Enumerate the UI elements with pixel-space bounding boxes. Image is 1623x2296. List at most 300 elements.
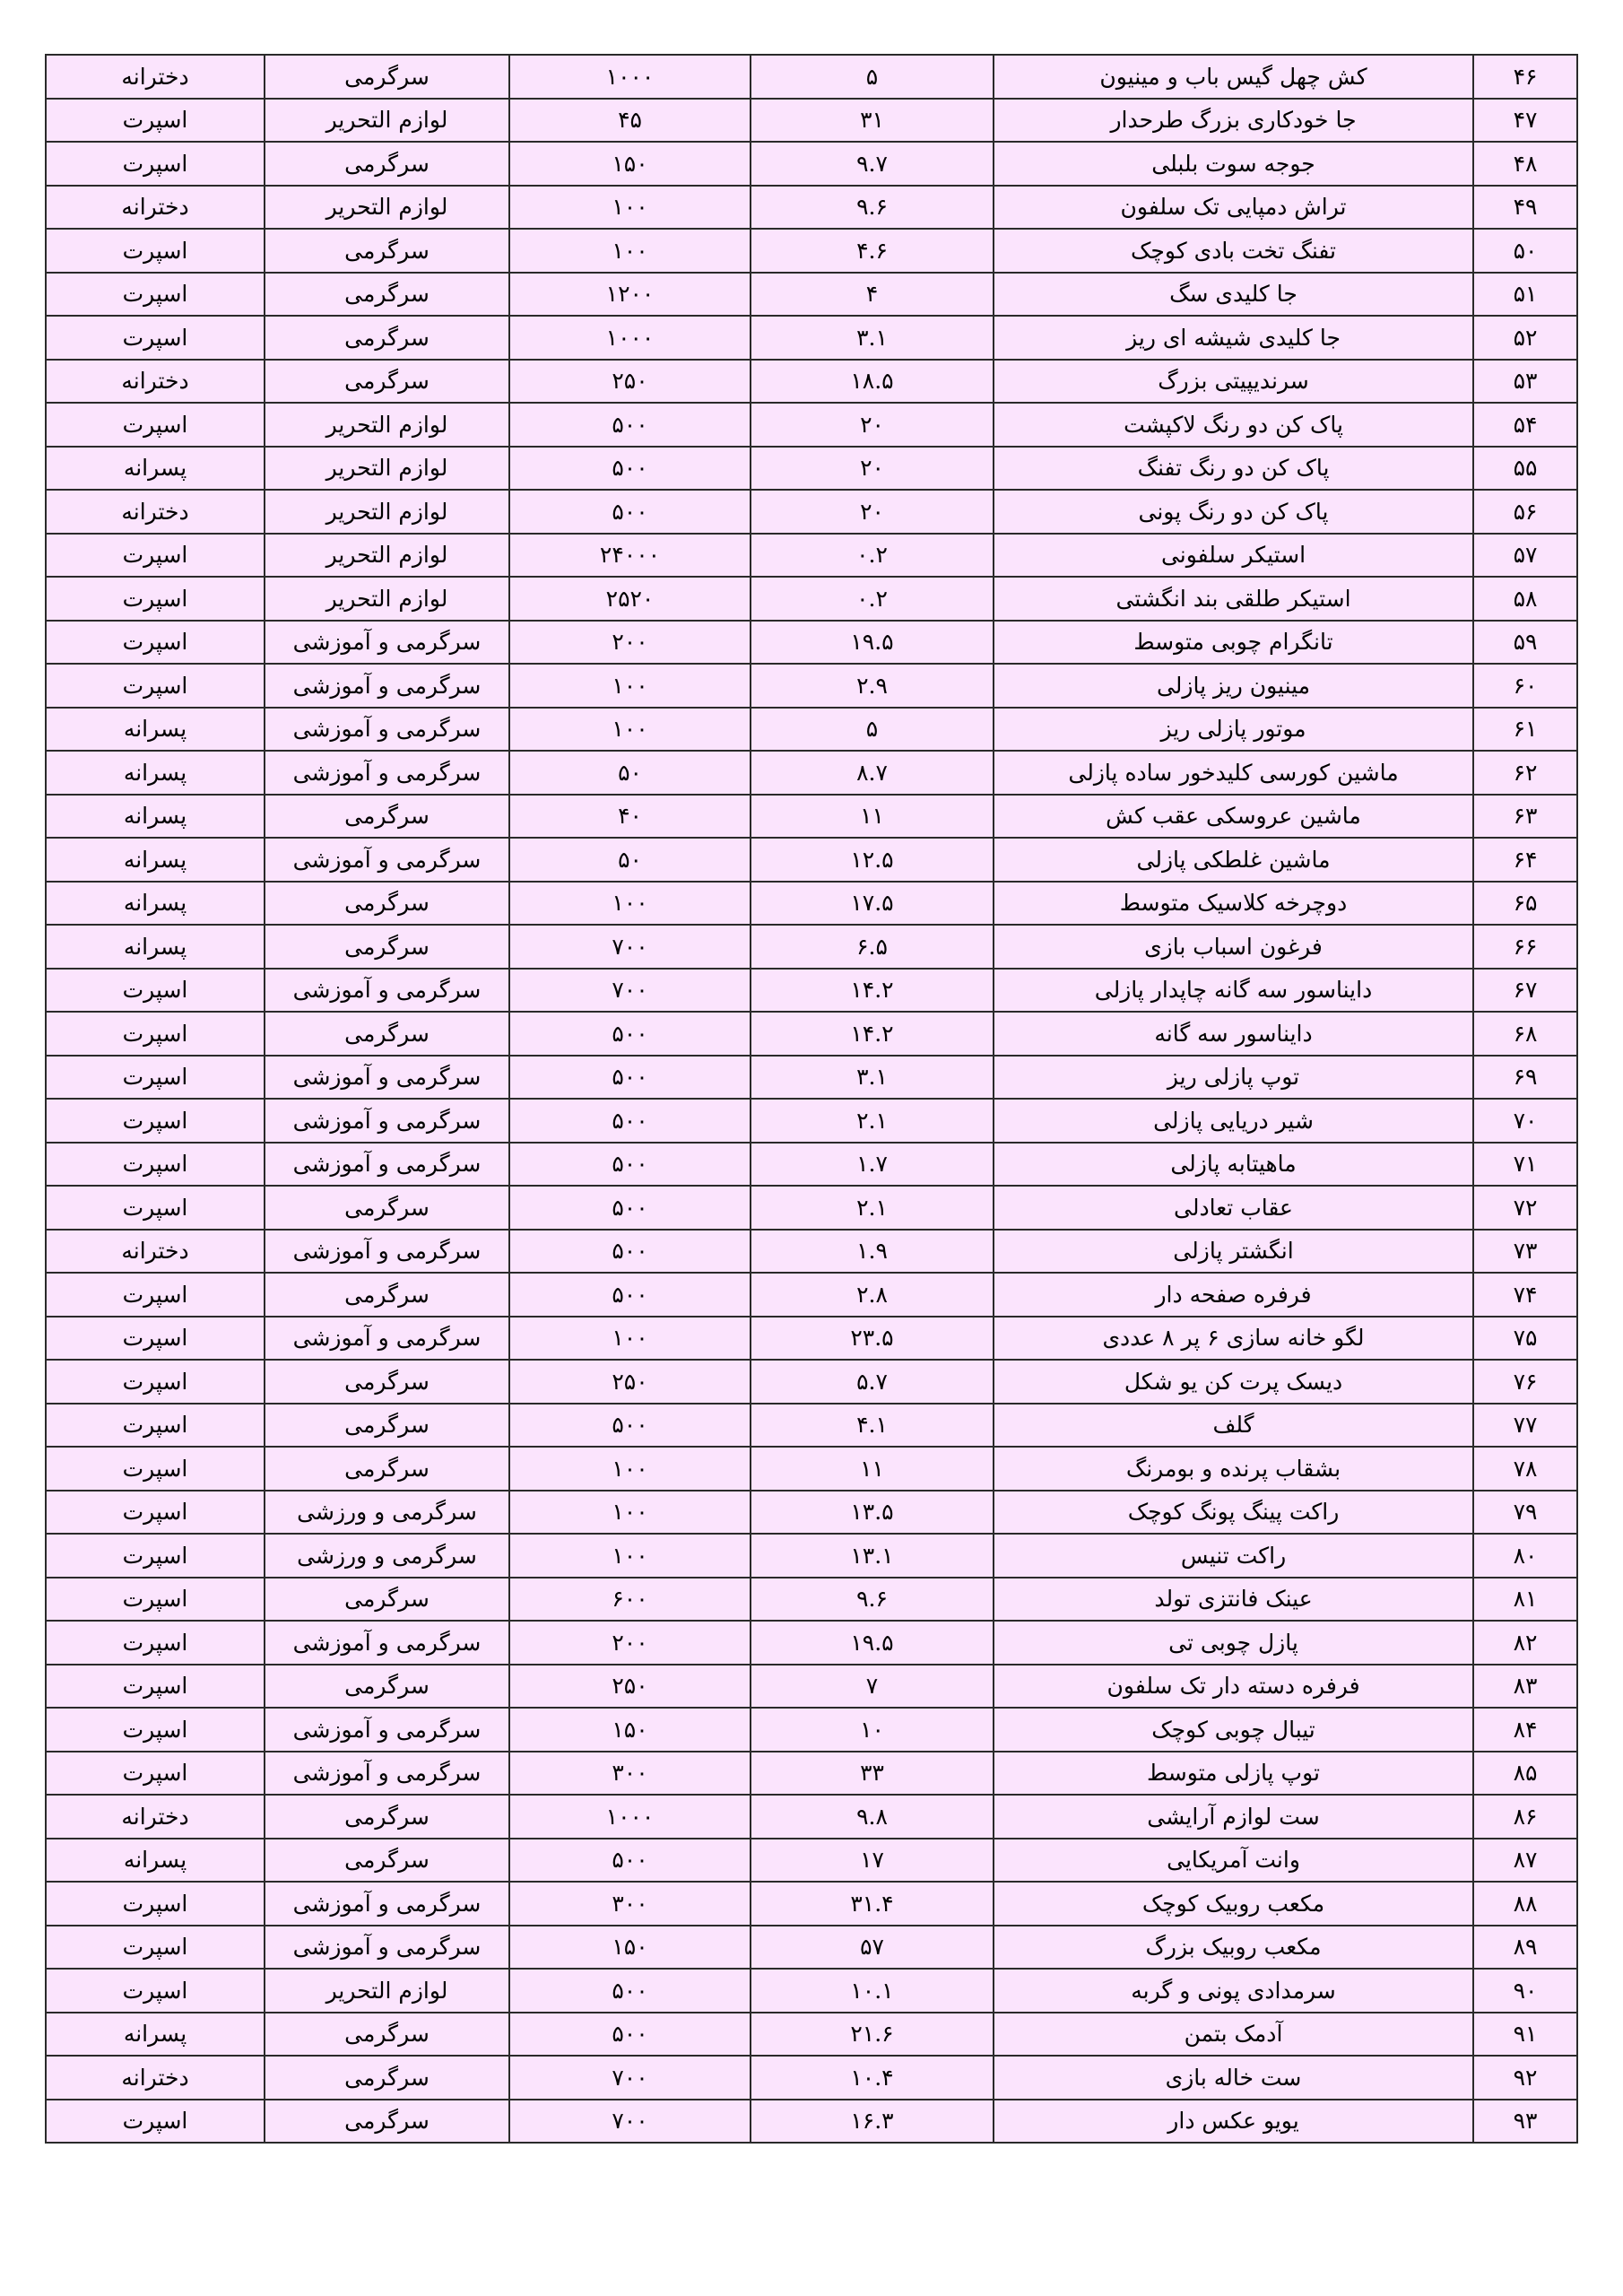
product-name-cell: انگشتر پازلی	[994, 1230, 1473, 1274]
audience-cell: اسپرت	[46, 403, 265, 447]
row-number-cell: ۷۱	[1473, 1143, 1577, 1187]
price-cell: ۱۰۰	[509, 708, 751, 752]
table-row	[46, 1404, 1577, 1448]
table-row	[46, 1230, 1577, 1274]
row-number-cell: ۸۹	[1473, 1926, 1577, 1970]
audience-cell: اسپرت	[46, 534, 265, 578]
audience-cell: پسرانه	[46, 708, 265, 752]
row-number-cell: ۵۰	[1473, 229, 1577, 273]
quantity-cell: ۴.۶	[751, 229, 994, 273]
audience-cell: اسپرت	[46, 1708, 265, 1752]
product-name-cell: راکت تنیس	[994, 1534, 1473, 1578]
row-number-cell: ۴۸	[1473, 142, 1577, 186]
table-row	[46, 55, 1577, 99]
audience-cell: پسرانه	[46, 882, 265, 926]
price-cell: ۲۰۰	[509, 1621, 751, 1665]
audience-cell: اسپرت	[46, 1447, 265, 1491]
product-name-cell: ماهیتابه پازلی	[994, 1143, 1473, 1187]
product-name-cell: تیبال چوبی کوچک	[994, 1708, 1473, 1752]
table-row	[46, 447, 1577, 491]
price-cell: ۵۰۰	[509, 1969, 751, 2013]
price-cell: ۲۴۰۰۰	[509, 534, 751, 578]
price-cell: ۲۰۰	[509, 621, 751, 665]
quantity-cell: ۲.۸	[751, 1273, 994, 1317]
category-cell: سرگرمی	[265, 1404, 509, 1448]
audience-cell: پسرانه	[46, 751, 265, 795]
product-name-cell: عینک فانتزی تولد	[994, 1578, 1473, 1622]
category-cell: لوازم التحریر	[265, 447, 509, 491]
audience-cell: اسپرت	[46, 2100, 265, 2144]
category-cell: سرگرمی و آموزشی	[265, 1143, 509, 1187]
table-row	[46, 664, 1577, 708]
price-cell: ۵۰۰	[509, 403, 751, 447]
product-name-cell: پاک کن دو رنگ تفنگ	[994, 447, 1473, 491]
audience-cell: اسپرت	[46, 1056, 265, 1100]
quantity-cell: ۹.۸	[751, 1795, 994, 1839]
price-cell: ۲۵۰	[509, 1360, 751, 1404]
product-name-cell: ست لوازم آرایشی	[994, 1795, 1473, 1839]
quantity-cell: ۹.۶	[751, 1578, 994, 1622]
table-row	[46, 969, 1577, 1013]
table-row	[46, 882, 1577, 926]
price-cell: ۵۰۰	[509, 1186, 751, 1230]
price-cell: ۱۰۰	[509, 1491, 751, 1535]
quantity-cell: ۱۴.۲	[751, 969, 994, 1013]
row-number-cell: ۵۹	[1473, 621, 1577, 665]
price-cell: ۱۰۰۰	[509, 55, 751, 99]
quantity-cell: ۴	[751, 273, 994, 317]
product-name-cell: پاک کن دو رنگ پونی	[994, 490, 1473, 534]
quantity-cell: ۱۳.۱	[751, 1534, 994, 1578]
product-name-cell: تفنگ تخت بادی کوچک	[994, 229, 1473, 273]
table-row	[46, 2013, 1577, 2057]
product-name-cell: یویو عکس دار	[994, 2100, 1473, 2144]
table-row	[46, 1186, 1577, 1230]
price-cell: ۷۰۰	[509, 969, 751, 1013]
category-cell: سرگرمی و آموزشی	[265, 1317, 509, 1361]
row-number-cell: ۴۷	[1473, 99, 1577, 143]
quantity-cell: ۱.۹	[751, 1230, 994, 1274]
audience-cell: پسرانه	[46, 925, 265, 969]
audience-cell: اسپرت	[46, 1534, 265, 1578]
audience-cell: اسپرت	[46, 1317, 265, 1361]
quantity-cell: ۳۳	[751, 1752, 994, 1796]
row-number-cell: ۷۴	[1473, 1273, 1577, 1317]
price-cell: ۵۰۰	[509, 447, 751, 491]
row-number-cell: ۶۹	[1473, 1056, 1577, 1100]
price-cell: ۱۰۰	[509, 882, 751, 926]
price-cell: ۷۰۰	[509, 2056, 751, 2100]
table-row	[46, 1752, 1577, 1796]
category-cell: سرگرمی	[265, 273, 509, 317]
row-number-cell: ۷۵	[1473, 1317, 1577, 1361]
quantity-cell: ۳۱	[751, 99, 994, 143]
product-name-cell: استیکر سلفونی	[994, 534, 1473, 578]
category-cell: سرگرمی و آموزشی	[265, 1752, 509, 1796]
row-number-cell: ۶۷	[1473, 969, 1577, 1013]
table-row	[46, 360, 1577, 404]
table-row	[46, 1665, 1577, 1709]
table-row	[46, 1491, 1577, 1535]
table-row	[46, 838, 1577, 882]
audience-cell: اسپرت	[46, 1621, 265, 1665]
row-number-cell: ۷۸	[1473, 1447, 1577, 1491]
row-number-cell: ۹۰	[1473, 1969, 1577, 2013]
row-number-cell: ۷۹	[1473, 1491, 1577, 1535]
table-row	[46, 1273, 1577, 1317]
audience-cell: اسپرت	[46, 621, 265, 665]
price-cell: ۲۵۰	[509, 360, 751, 404]
row-number-cell: ۷۲	[1473, 1186, 1577, 1230]
audience-cell: اسپرت	[46, 1273, 265, 1317]
category-cell: لوازم التحریر	[265, 490, 509, 534]
quantity-cell: ۱۰.۱	[751, 1969, 994, 2013]
row-number-cell: ۵۴	[1473, 403, 1577, 447]
row-number-cell: ۸۰	[1473, 1534, 1577, 1578]
category-cell: سرگرمی	[265, 1360, 509, 1404]
price-cell: ۴۰	[509, 795, 751, 839]
product-name-cell: ست خاله بازی	[994, 2056, 1473, 2100]
row-number-cell: ۶۴	[1473, 838, 1577, 882]
category-cell: سرگرمی و آموزشی	[265, 708, 509, 752]
audience-cell: اسپرت	[46, 1882, 265, 1926]
row-number-cell: ۵۲	[1473, 316, 1577, 360]
table-row	[46, 1012, 1577, 1056]
product-name-cell: مینیون ریز پازلی	[994, 664, 1473, 708]
category-cell: سرگرمی	[265, 1839, 509, 1883]
product-name-cell: ماشین عروسکی عقب کش	[994, 795, 1473, 839]
product-name-cell: سرندیپیتی بزرگ	[994, 360, 1473, 404]
category-cell: سرگرمی و آموزشی	[265, 1099, 509, 1143]
quantity-cell: ۲۰	[751, 447, 994, 491]
category-cell: سرگرمی	[265, 2013, 509, 2057]
price-cell: ۵۰۰	[509, 1012, 751, 1056]
quantity-cell: ۷	[751, 1665, 994, 1709]
product-name-cell: گلف	[994, 1404, 1473, 1448]
quantity-cell: ۳.۱	[751, 1056, 994, 1100]
product-name-cell: توپ پازلی ریز	[994, 1056, 1473, 1100]
audience-cell: اسپرت	[46, 1012, 265, 1056]
category-cell: سرگرمی	[265, 142, 509, 186]
category-cell: سرگرمی و آموزشی	[265, 1621, 509, 1665]
quantity-cell: ۲.۱	[751, 1186, 994, 1230]
audience-cell: دخترانه	[46, 490, 265, 534]
product-name-cell: فرفره صفحه دار	[994, 1273, 1473, 1317]
quantity-cell: ۵	[751, 55, 994, 99]
audience-cell: اسپرت	[46, 99, 265, 143]
row-number-cell: ۹۳	[1473, 2100, 1577, 2144]
category-cell: سرگرمی و آموزشی	[265, 751, 509, 795]
product-name-cell: توپ پازلی متوسط	[994, 1752, 1473, 1796]
quantity-cell: ۲.۱	[751, 1099, 994, 1143]
product-name-cell: پازل چوبی تی	[994, 1621, 1473, 1665]
price-cell: ۶۰۰	[509, 1578, 751, 1622]
audience-cell: اسپرت	[46, 1099, 265, 1143]
category-cell: سرگرمی	[265, 316, 509, 360]
category-cell: لوازم التحریر	[265, 577, 509, 621]
row-number-cell: ۵۱	[1473, 273, 1577, 317]
row-number-cell: ۶۳	[1473, 795, 1577, 839]
product-name-cell: بشقاب پرنده و بومرنگ	[994, 1447, 1473, 1491]
table-row	[46, 1578, 1577, 1622]
quantity-cell: ۲۳.۵	[751, 1317, 994, 1361]
audience-cell: اسپرت	[46, 229, 265, 273]
quantity-cell: ۱۶.۳	[751, 2100, 994, 2144]
price-cell: ۱۰۰	[509, 1447, 751, 1491]
row-number-cell: ۶۵	[1473, 882, 1577, 926]
category-cell: لوازم التحریر	[265, 99, 509, 143]
category-cell: سرگرمی	[265, 1186, 509, 1230]
table-row	[46, 1056, 1577, 1100]
quantity-cell: ۹.۷	[751, 142, 994, 186]
table-row	[46, 1926, 1577, 1970]
quantity-cell: ۲۰	[751, 490, 994, 534]
quantity-cell: ۱۰.۴	[751, 2056, 994, 2100]
category-cell: سرگرمی	[265, 882, 509, 926]
category-cell: سرگرمی	[265, 360, 509, 404]
product-name-cell: جوجه سوت بلبلی	[994, 142, 1473, 186]
audience-cell: اسپرت	[46, 142, 265, 186]
table-row	[46, 534, 1577, 578]
audience-cell: پسرانه	[46, 1839, 265, 1883]
quantity-cell: ۹.۶	[751, 186, 994, 230]
category-cell: سرگرمی	[265, 795, 509, 839]
table-row	[46, 403, 1577, 447]
product-name-cell: راکت پینگ پونگ کوچک	[994, 1491, 1473, 1535]
quantity-cell: ۳۱.۴	[751, 1882, 994, 1926]
product-table-body	[46, 55, 1577, 2143]
product-name-cell: وانت آمریکایی	[994, 1839, 1473, 1883]
price-cell: ۵۰	[509, 838, 751, 882]
table-row	[46, 186, 1577, 230]
quantity-cell: ۵	[751, 708, 994, 752]
quantity-cell: ۶.۵	[751, 925, 994, 969]
audience-cell: پسرانه	[46, 447, 265, 491]
category-cell: سرگرمی	[265, 1447, 509, 1491]
row-number-cell: ۷۶	[1473, 1360, 1577, 1404]
price-cell: ۱۰۰	[509, 1317, 751, 1361]
price-cell: ۵۰۰	[509, 1143, 751, 1187]
category-cell: سرگرمی	[265, 229, 509, 273]
category-cell: سرگرمی	[265, 1665, 509, 1709]
row-number-cell: ۶۶	[1473, 925, 1577, 969]
audience-cell: اسپرت	[46, 969, 265, 1013]
price-cell: ۱۵۰	[509, 1708, 751, 1752]
audience-cell: اسپرت	[46, 1752, 265, 1796]
price-cell: ۱۵۰	[509, 1926, 751, 1970]
price-cell: ۵۰۰	[509, 1099, 751, 1143]
quantity-cell: ۱۴.۲	[751, 1012, 994, 1056]
row-number-cell: ۸۶	[1473, 1795, 1577, 1839]
audience-cell: اسپرت	[46, 1360, 265, 1404]
quantity-cell: ۱.۷	[751, 1143, 994, 1187]
table-row	[46, 316, 1577, 360]
price-cell: ۵۰	[509, 751, 751, 795]
quantity-cell: ۱۲.۵	[751, 838, 994, 882]
product-name-cell: جا کلیدی شیشه ای ریز	[994, 316, 1473, 360]
category-cell: سرگرمی و آموزشی	[265, 1708, 509, 1752]
table-row	[46, 490, 1577, 534]
row-number-cell: ۸۲	[1473, 1621, 1577, 1665]
category-cell: سرگرمی و ورزشی	[265, 1534, 509, 1578]
row-number-cell: ۸۱	[1473, 1578, 1577, 1622]
quantity-cell: ۱۹.۵	[751, 621, 994, 665]
table-row	[46, 708, 1577, 752]
quantity-cell: ۲۰	[751, 403, 994, 447]
table-row	[46, 577, 1577, 621]
category-cell: لوازم التحریر	[265, 1969, 509, 2013]
product-name-cell: فرفره دسته دار تک سلفون	[994, 1665, 1473, 1709]
category-cell: سرگرمی	[265, 2100, 509, 2144]
table-row	[46, 925, 1577, 969]
audience-cell: پسرانه	[46, 2013, 265, 2057]
quantity-cell: ۵.۷	[751, 1360, 994, 1404]
audience-cell: دخترانه	[46, 186, 265, 230]
product-name-cell: ماشین غلطکی پازلی	[994, 838, 1473, 882]
category-cell: سرگرمی و آموزشی	[265, 1230, 509, 1274]
row-number-cell: ۵۶	[1473, 490, 1577, 534]
price-cell: ۱۰۰	[509, 1534, 751, 1578]
quantity-cell: ۱۰	[751, 1708, 994, 1752]
row-number-cell: ۷۳	[1473, 1230, 1577, 1274]
price-cell: ۵۰۰	[509, 1404, 751, 1448]
product-table	[45, 54, 1578, 2144]
quantity-cell: ۱۸.۵	[751, 360, 994, 404]
price-cell: ۱۰۰	[509, 186, 751, 230]
row-number-cell: ۷۰	[1473, 1099, 1577, 1143]
quantity-cell: ۰.۲	[751, 577, 994, 621]
quantity-cell: ۲۱.۶	[751, 2013, 994, 2057]
table-row	[46, 795, 1577, 839]
price-cell: ۱۰۰	[509, 664, 751, 708]
audience-cell: دخترانه	[46, 360, 265, 404]
table-row	[46, 273, 1577, 317]
price-cell: ۵۰۰	[509, 1839, 751, 1883]
row-number-cell: ۵۳	[1473, 360, 1577, 404]
row-number-cell: ۵۵	[1473, 447, 1577, 491]
product-name-cell: سرمدادی پونی و گربه	[994, 1969, 1473, 2013]
table-row	[46, 1143, 1577, 1187]
audience-cell: دخترانه	[46, 1795, 265, 1839]
row-number-cell: ۸۵	[1473, 1752, 1577, 1796]
table-row	[46, 1447, 1577, 1491]
category-cell: سرگرمی	[265, 1578, 509, 1622]
category-cell: لوازم التحریر	[265, 534, 509, 578]
quantity-cell: ۱۹.۵	[751, 1621, 994, 1665]
product-name-cell: استیکر طلقی بند انگشتی	[994, 577, 1473, 621]
table-row	[46, 1708, 1577, 1752]
row-number-cell: ۸۳	[1473, 1665, 1577, 1709]
price-cell: ۱۵۰	[509, 142, 751, 186]
price-cell: ۱۰۰	[509, 229, 751, 273]
price-cell: ۳۰۰	[509, 1882, 751, 1926]
quantity-cell: ۵۷	[751, 1926, 994, 1970]
row-number-cell: ۶۲	[1473, 751, 1577, 795]
price-cell: ۵۰۰	[509, 2013, 751, 2057]
row-number-cell: ۵۷	[1473, 534, 1577, 578]
category-cell: سرگرمی	[265, 2056, 509, 2100]
quantity-cell: ۴.۱	[751, 1404, 994, 1448]
product-name-cell: موتور پازلی ریز	[994, 708, 1473, 752]
product-name-cell: کش چهل گیس باب و مینیون	[994, 55, 1473, 99]
price-cell: ۱۲۰۰	[509, 273, 751, 317]
product-name-cell: جا خودکاری بزرگ طرحدار	[994, 99, 1473, 143]
quantity-cell: ۱۱	[751, 1447, 994, 1491]
category-cell: سرگرمی و آموزشی	[265, 1882, 509, 1926]
quantity-cell: ۱۷.۵	[751, 882, 994, 926]
category-cell: سرگرمی	[265, 925, 509, 969]
price-cell: ۵۰۰	[509, 490, 751, 534]
quantity-cell: ۱۱	[751, 795, 994, 839]
product-name-cell: عقاب تعادلی	[994, 1186, 1473, 1230]
audience-cell: اسپرت	[46, 1491, 265, 1535]
table-row	[46, 2100, 1577, 2144]
table-row	[46, 142, 1577, 186]
product-name-cell: ماشین کورسی کلیدخور ساده پازلی	[994, 751, 1473, 795]
row-number-cell: ۴۹	[1473, 186, 1577, 230]
table-row	[46, 1360, 1577, 1404]
category-cell: سرگرمی و آموزشی	[265, 664, 509, 708]
price-cell: ۲۵۰	[509, 1665, 751, 1709]
price-cell: ۱۰۰۰	[509, 1795, 751, 1839]
table-row	[46, 1969, 1577, 2013]
table-row	[46, 1882, 1577, 1926]
audience-cell: اسپرت	[46, 1186, 265, 1230]
audience-cell: دخترانه	[46, 1230, 265, 1274]
category-cell: لوازم التحریر	[265, 403, 509, 447]
table-row	[46, 1317, 1577, 1361]
quantity-cell: ۰.۲	[751, 534, 994, 578]
row-number-cell: ۷۷	[1473, 1404, 1577, 1448]
category-cell: سرگرمی	[265, 1012, 509, 1056]
product-name-cell: پاک کن دو رنگ لاکپشت	[994, 403, 1473, 447]
audience-cell: اسپرت	[46, 1969, 265, 2013]
row-number-cell: ۴۶	[1473, 55, 1577, 99]
price-cell: ۲۵۲۰	[509, 577, 751, 621]
product-name-cell: شیر دریایی پازلی	[994, 1099, 1473, 1143]
table-row	[46, 1099, 1577, 1143]
audience-cell: اسپرت	[46, 273, 265, 317]
audience-cell: دخترانه	[46, 55, 265, 99]
category-cell: سرگرمی	[265, 1273, 509, 1317]
product-name-cell: دایناسور سه گانه	[994, 1012, 1473, 1056]
audience-cell: اسپرت	[46, 1926, 265, 1970]
audience-cell: اسپرت	[46, 316, 265, 360]
audience-cell: پسرانه	[46, 795, 265, 839]
table-row	[46, 751, 1577, 795]
table-row	[46, 229, 1577, 273]
product-name-cell: تراش دمپایی تک سلفون	[994, 186, 1473, 230]
category-cell: سرگرمی و آموزشی	[265, 621, 509, 665]
audience-cell: دخترانه	[46, 2056, 265, 2100]
quantity-cell: ۳.۱	[751, 316, 994, 360]
product-name-cell: دوچرخه کلاسیک متوسط	[994, 882, 1473, 926]
quantity-cell: ۸.۷	[751, 751, 994, 795]
quantity-cell: ۲.۹	[751, 664, 994, 708]
audience-cell: پسرانه	[46, 838, 265, 882]
audience-cell: اسپرت	[46, 1404, 265, 1448]
price-cell: ۵۰۰	[509, 1273, 751, 1317]
audience-cell: اسپرت	[46, 577, 265, 621]
table-row	[46, 1795, 1577, 1839]
product-name-cell: مکعب روبیک کوچک	[994, 1882, 1473, 1926]
row-number-cell: ۸۷	[1473, 1839, 1577, 1883]
price-cell: ۵۰۰	[509, 1056, 751, 1100]
category-cell: سرگرمی و ورزشی	[265, 1491, 509, 1535]
audience-cell: اسپرت	[46, 1665, 265, 1709]
product-name-cell: مکعب روبیک بزرگ	[994, 1926, 1473, 1970]
quantity-cell: ۱۳.۵	[751, 1491, 994, 1535]
